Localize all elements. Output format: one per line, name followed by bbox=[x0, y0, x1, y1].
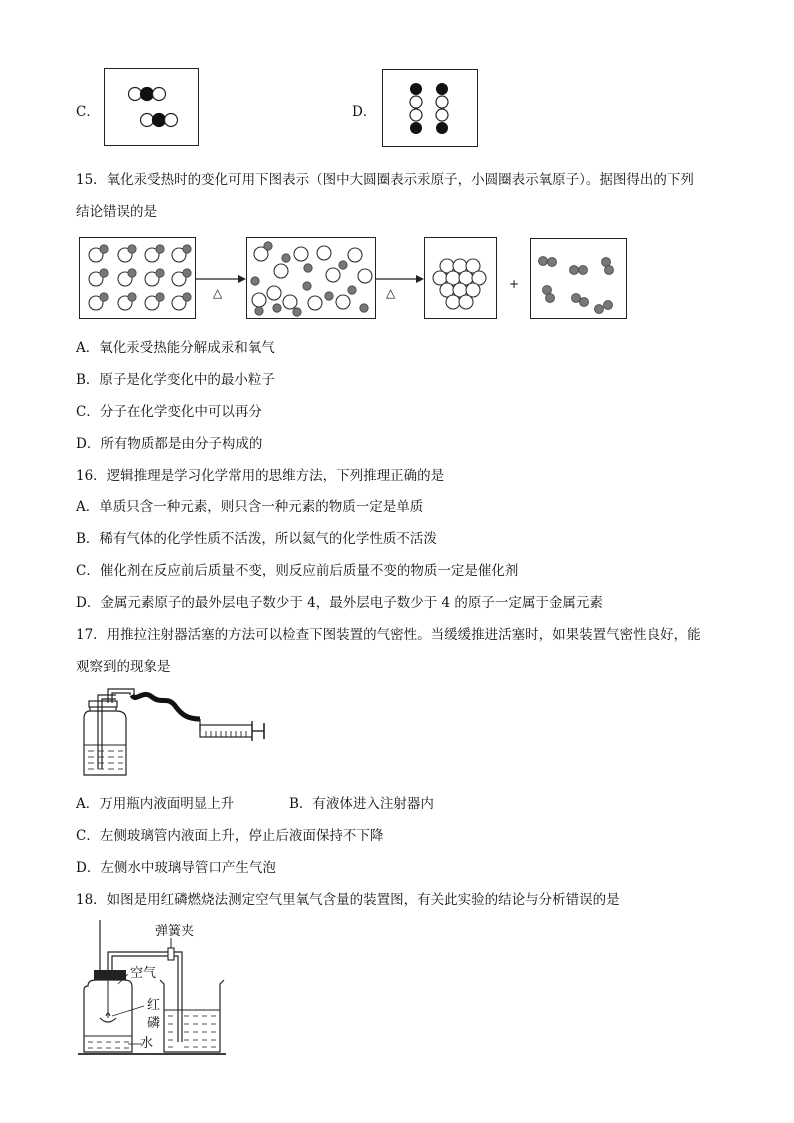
q16-stem: 16．逻辑推理是学习化学常用的思维方法，下列推理正确的是 bbox=[76, 468, 445, 484]
q17-option-a: A．万用瓶内液面明显上升 bbox=[76, 796, 235, 812]
q15-option-b: B．原子是化学变化中的最小粒子 bbox=[76, 372, 275, 388]
hgo-molecules-box bbox=[79, 237, 196, 319]
airtightness-apparatus-diagram bbox=[76, 683, 276, 778]
label-phosphorus: 磷 bbox=[147, 1016, 161, 1031]
separated-atoms-box bbox=[246, 237, 376, 319]
option-c-diagram bbox=[104, 68, 199, 146]
q15-stem-line2: 结论错误的是 bbox=[76, 204, 157, 220]
label-water: 水 bbox=[140, 1036, 154, 1051]
q16-option-a: A．单质只含一种元素，则只含一种元素的物质一定是单质 bbox=[76, 499, 424, 515]
q16-option-d: D．金属元素原子的最外层电子数少于 4，最外层电子数少于 4 的原子一定属于金属元素 bbox=[76, 595, 603, 611]
q17-option-c: C．左侧玻璃管内液面上升，停止后液面保持不下降 bbox=[76, 828, 384, 844]
heat-symbol-2: △ bbox=[386, 286, 396, 300]
option-c-label: C． bbox=[76, 104, 100, 120]
label-air: 空气 bbox=[130, 966, 157, 981]
label-spring-clamp: 弹簧夹 bbox=[155, 924, 195, 939]
q15-option-c: C．分子在化学变化中可以再分 bbox=[76, 404, 262, 420]
q15-option-d: D．所有物质都是由分子构成的 bbox=[76, 436, 263, 452]
heating-arrow-2 bbox=[376, 262, 426, 302]
q16-option-c: C．催化剂在反应前后质量不变，则反应前后质量不变的物质一定是催化剂 bbox=[76, 563, 519, 579]
q16-option-b: B．稀有气体的化学性质不活泼，所以氦气的化学性质不活泼 bbox=[76, 531, 437, 547]
q17-stem-line1: 17．用推拉注射器活塞的方法可以检查下图装置的气密性。当缓缓推进活塞时，如果装置气密性良好，能 bbox=[76, 627, 701, 643]
mercury-atoms-box bbox=[424, 237, 497, 319]
q18-stem: 18．如图是用红磷燃烧法测定空气里氧气含量的装置图，有关此实验的结论与分析错误的是 bbox=[76, 892, 620, 908]
q15-option-a: A．氧化汞受热能分解成汞和氧气 bbox=[76, 340, 275, 356]
option-d-diagram bbox=[382, 69, 478, 147]
q17-option-b: B．有液体进入注射器内 bbox=[289, 796, 434, 812]
plus-sign: + bbox=[509, 277, 520, 291]
option-d-label: D． bbox=[352, 104, 377, 120]
label-red: 红 bbox=[147, 998, 161, 1013]
q17-stem-line2: 观察到的现象是 bbox=[76, 659, 171, 675]
q15-stem-line1: 15．氧化汞受热时的变化可用下图表示（图中大圆圈表示汞原子，小圆圈表示氧原子）。据图得出的下列 bbox=[76, 172, 694, 188]
q17-option-d: D．左侧水中玻璃导管口产生气泡 bbox=[76, 860, 276, 876]
oxygen-molecules-box bbox=[530, 238, 627, 319]
heat-symbol-1: △ bbox=[213, 286, 223, 300]
